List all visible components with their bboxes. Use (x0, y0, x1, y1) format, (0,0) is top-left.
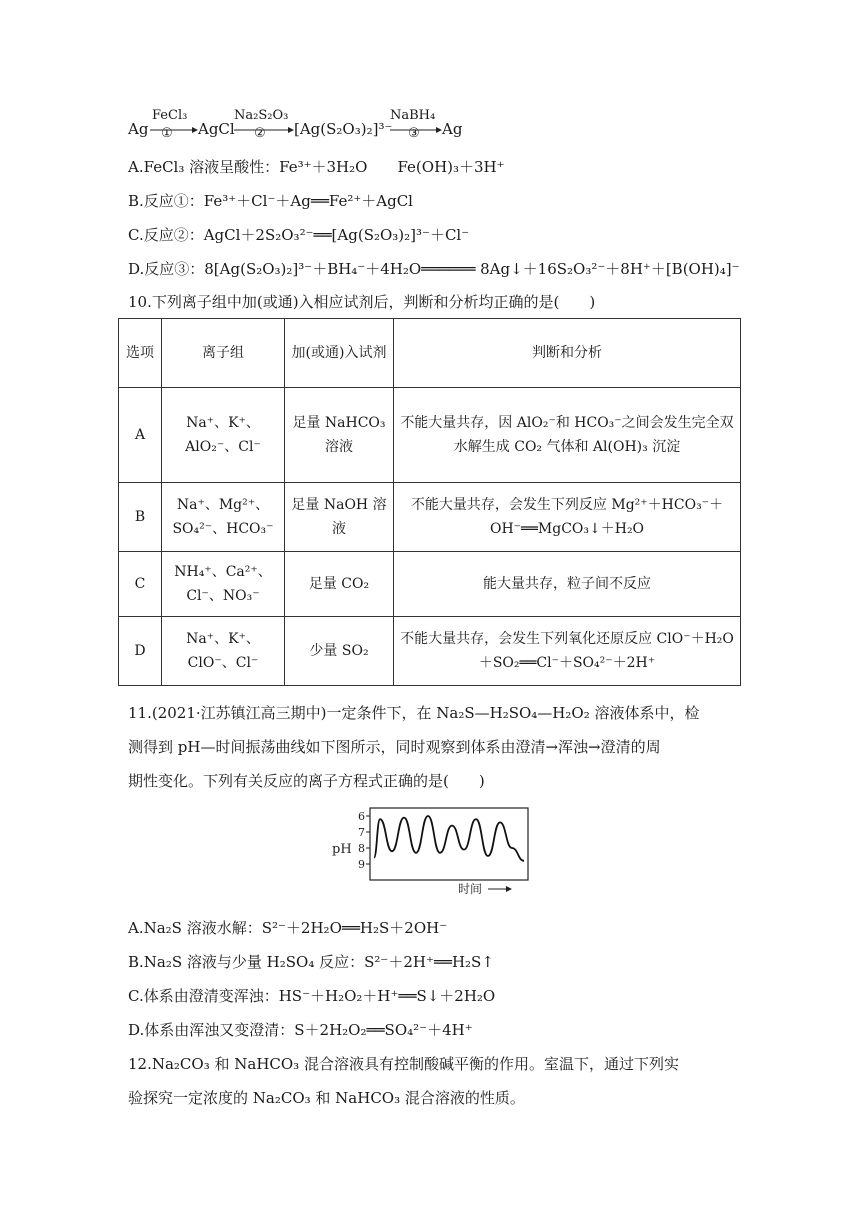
q10-table (118, 318, 741, 686)
chart-y-tick: 9 (358, 858, 365, 871)
chart-x-label: 时间 (458, 882, 483, 895)
scheme-step-3: ③ (408, 126, 420, 141)
q9-option-d: D.反应③：8[Ag(S₂O₃)₂]³⁻＋BH₄⁻＋4H₂O══════ 8Ag↓＋16S₂O₃²⁻＋8H⁺＋[B(OH)₄]⁻ (128, 260, 740, 278)
row-b-analysis: 不能大量共存，会发生下列反应 Mg²⁺＋HCO₃⁻＋OH⁻══MgCO₃↓＋H₂O (394, 483, 741, 552)
scheme-reagent-3: NaBH₄ (390, 108, 436, 123)
chart-x-arrow-icon (506, 886, 512, 892)
scheme-arrow-3 (390, 126, 442, 134)
q12-stem-line-2: 验探究一定浓度的 Na₂CO₃ 和 NaHCO₃ 混合溶液的性质。 (128, 1089, 525, 1107)
q9-option-c: C.反应②：AgCl＋2S₂O₃²⁻══[Ag(S₂O₃)₂]³⁻＋Cl⁻ (128, 226, 470, 244)
scheme-end: Ag (442, 120, 463, 138)
q11-option-b: B.Na₂S 溶液与少量 H₂SO₄ 反应：S²⁻＋2H⁺══H₂S↑ (128, 953, 494, 971)
row-d-reagent: 少量 SO₂ (285, 617, 394, 686)
table-row (119, 617, 741, 686)
q12-stem-line-1: 12.Na₂CO₃ 和 NaHCO₃ 混合溶液具有控制酸碱平衡的作用。室温下，通过下列实 (128, 1055, 679, 1073)
chart-y-label: pH (332, 842, 352, 857)
q11-option-c: C.体系由澄清变浑浊：HS⁻＋H₂O₂＋H⁺══S↓＋2H₂O (128, 987, 496, 1005)
chart-frame (370, 808, 528, 880)
q11-stem-line-2: 测得到 pH—时间振荡曲线如下图所示，同时观察到体系由澄清→浑浊→澄清的周 (128, 738, 661, 756)
q10-stem: 10.下列离子组中加(或通)入相应试剂后，判断和分析均正确的是( ) (128, 293, 596, 311)
header-option: 选项 (119, 319, 162, 388)
header-analysis: 判断和分析 (394, 319, 741, 388)
table-row (119, 552, 741, 617)
q11-stem-line-1: 11.(2021·江苏镇江高三期中)一定条件下，在 Na₂S—H₂SO₄—H₂O₂ 溶液体系中，检 (128, 704, 700, 722)
scheme-start: Ag (128, 120, 149, 138)
row-a-ions: Na⁺、K⁺、AlO₂⁻、Cl⁻ (162, 388, 285, 483)
q9-option-b: B.反应①：Fe³⁺＋Cl⁻＋Ag══Fe²⁺＋AgCl (128, 192, 413, 210)
scheme-arrow-1 (150, 126, 198, 134)
row-d-ions: Na⁺、K⁺、ClO⁻、Cl⁻ (162, 617, 285, 686)
row-a-analysis: 不能大量共存，因 AlO₂⁻和 HCO₃⁻之间会发生完全双水解生成 CO₂ 气体和 Al(OH)₃ 沉淀 (394, 388, 741, 483)
scheme-mid-2: [Ag(S₂O₃)₂]³⁻ (294, 120, 393, 138)
row-c-ions: NH₄⁺、Ca²⁺、Cl⁻、NO₃⁻ (162, 552, 285, 617)
scheme-arrow-2 (234, 126, 294, 134)
row-c-option: C (119, 552, 162, 617)
table-header-row (119, 319, 741, 388)
table-row (119, 483, 741, 552)
table-row (119, 388, 741, 483)
reaction-scheme (128, 106, 628, 152)
row-a-option: A (119, 388, 162, 483)
header-ions: 离子组 (162, 319, 285, 388)
row-c-reagent: 足量 CO₂ (285, 552, 394, 617)
row-b-option: B (119, 483, 162, 552)
chart-y-tick: 6 (358, 810, 365, 823)
row-b-reagent: 足量 NaOH 溶液 (285, 483, 394, 552)
scheme-reagent-2: Na₂S₂O₃ (234, 108, 289, 123)
row-d-option: D (119, 617, 162, 686)
q11-stem-line-3: 期性变化。下列有关反应的离子方程式正确的是( ) (128, 772, 485, 790)
q9-option-a: A.FeCl₃ 溶液呈酸性：Fe³⁺＋3H₂O Fe(OH)₃＋3H⁺ (128, 158, 505, 176)
q11-option-d: D.体系由浑浊又变澄清：S＋2H₂O₂══SO₄²⁻＋4H⁺ (128, 1021, 473, 1039)
header-reagent: 加(或通)入试剂 (285, 319, 394, 388)
row-b-ions: Na⁺、Mg²⁺、SO₄²⁻、HCO₃⁻ (162, 483, 285, 552)
scheme-reagent-1: FeCl₃ (152, 108, 188, 123)
scheme-step-1: ① (161, 126, 173, 141)
ph-time-chart (330, 803, 540, 895)
chart-series-line (374, 816, 524, 861)
q11-option-a: A.Na₂S 溶液水解：S²⁻＋2H₂O══H₂S＋2OH⁻ (128, 919, 448, 937)
row-a-reagent: 足量 NaHCO₃ 溶液 (285, 388, 394, 483)
scheme-mid-1: AgCl (198, 120, 235, 138)
scheme-step-2: ② (254, 126, 266, 141)
row-d-analysis: 不能大量共存，会发生下列氧化还原反应 ClO⁻＋H₂O＋SO₂══Cl⁻＋SO₄²⁻＋2H⁺ (394, 617, 741, 686)
row-c-analysis: 能大量共存，粒子间不反应 (394, 552, 741, 617)
chart-y-tick: 8 (358, 842, 365, 855)
chart-y-tick: 7 (358, 826, 365, 839)
